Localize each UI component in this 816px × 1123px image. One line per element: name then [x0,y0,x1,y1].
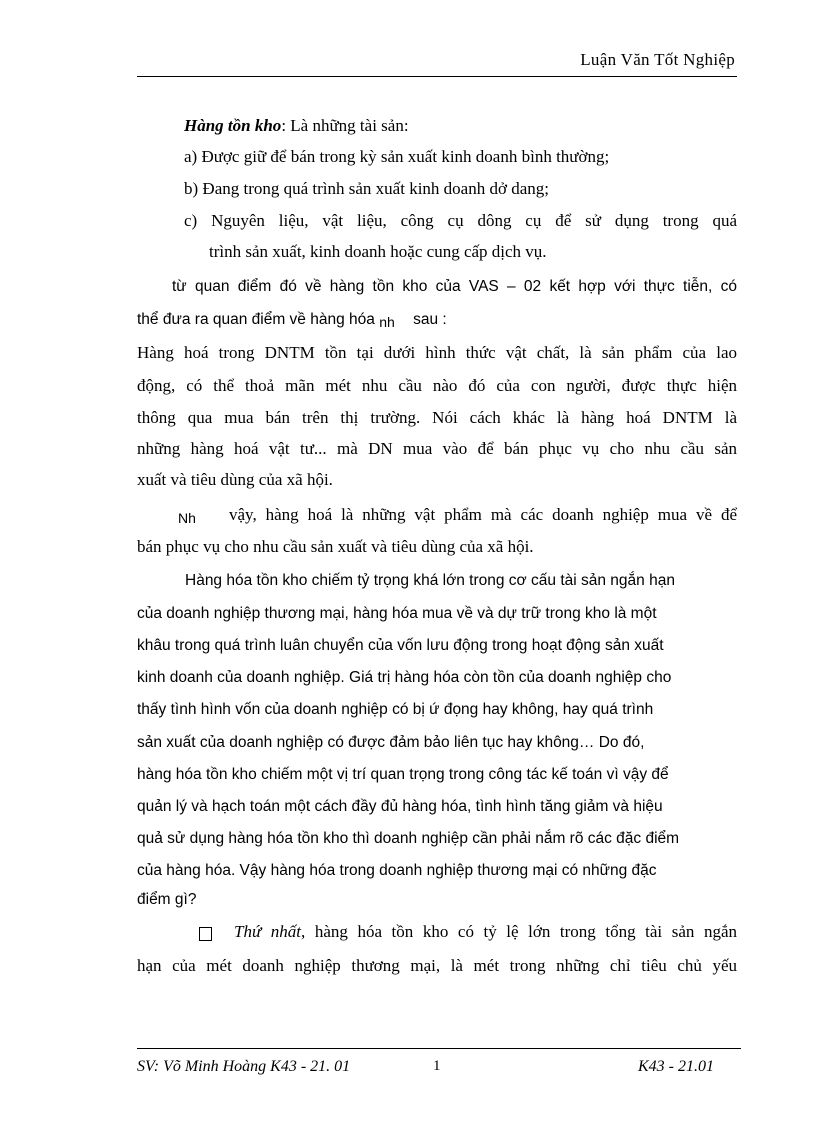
paragraph-2-line4: những hàng hoá vật tư... mà DN mua vào để bán phục vụ cho nhu cầu sản [137,439,737,458]
page-header [137,48,737,77]
paragraph-3-line2: bán phục vụ cho nhu cầu sản xuất và tiêu dùng của xã hội. [137,537,534,556]
definition-line [184,116,409,136]
paragraph-3-line1 [178,505,196,525]
footer-class-code: K43 - 21.01 [638,1058,714,1075]
paragraph-4-line8: quản lý và hạch toán một cách đầy đủ hàng hóa, tình hình tăng giảm và hiệu [137,798,663,815]
paragraph-1-line2 [137,309,447,330]
list-item-a: a) Được giữ để bán trong kỳ sản xuất kinh doanh bình thường; [184,147,610,166]
paragraph-4-line6: sản xuất của doanh nghiệp có được đảm bảo liên tục hay không… Do đó, [137,734,645,751]
paragraph-4-line3: khâu trong quá trình luân chuyển của vốn lưu động trong hoạt động sản xuất [137,637,664,654]
paragraph-1-text: thể đưa ra quan điểm về hàng hóa [137,311,375,328]
header-title: Luận Văn Tốt Nghiệp [580,50,735,69]
list-item-c-line2: trình sản xuất, kinh doanh hoặc cung cấp dịch vụ. [209,242,547,261]
list-item-c-line1: c) Nguyên liệu, vật liệu, công cụ dông cụ để sử dụng trong quá [184,211,737,230]
paragraph-5-line1 [234,922,737,942]
paragraph-4-line7: hàng hóa tồn kho chiếm một vị trí quan trọng trong công tác kế toán vì vậy để [137,766,669,783]
paragraph-2-line5: xuất và tiêu dùng của xã hội. [137,470,333,489]
paragraph-2-line3: thông qua mua bán trên thị trường. Nói cách khác là hàng hoá DNTM là [137,408,737,427]
definition-rest: : Là những tài sản: [281,116,409,135]
paragraph-5-line2: hạn của mét doanh nghiệp thương mại, là mét trong những chỉ tiêu chủ yếu [137,956,737,975]
definition-term: Hàng tồn kho [184,116,282,135]
paragraph-3-line1-rest: vậy, hàng hoá là những vật phẩm mà các doanh nghiệp mua về để [229,505,737,524]
page-footer [137,1048,741,1049]
paragraph-5-text: , hàng hóa tồn kho có tỷ lệ lớn trong tổng tài sản ngắn [301,922,737,941]
paragraph-2-line2: động, có thể thoả mãn mét nhu cầu nào đó của con người, được thực hiện [137,376,737,395]
paragraph-3-fragment: Nh [178,510,196,526]
paragraph-4-line2: của doanh nghiệp thương mại, hàng hóa mua về và dự trữ trong kho là một [137,605,657,622]
paragraph-4-line1: Hàng hóa tồn kho chiếm tỷ trọng khá lớn trong cơ cấu tài sản ngắn hạn [185,572,675,589]
bullet-box-icon [199,925,212,945]
paragraph-4-line9: quả sử dụng hàng hóa tồn kho thì doanh nghiệp cần phải nắm rõ các đặc điểm [137,830,680,847]
paragraph-2-line1: Hàng hoá trong DNTM tồn tại dưới hình thức vật chất, là sản phẩm của lao [137,343,737,362]
list-item-b: b) Đang trong quá trình sản xuất kinh doanh dở dang; [184,179,549,198]
paragraph-4-line11: điểm gì? [137,891,197,908]
paragraph-1-tail: sau : [413,311,447,328]
paragraph-1-fragment: nh [379,314,395,330]
page-number: 1 [433,1058,441,1074]
paragraph-4-line10: của hàng hóa. Vậy hàng hóa trong doanh nghiệp thương mại có những đặc [137,862,657,879]
paragraph-1-line1: từ quan điểm đó về hàng tồn kho của VAS – 02 kết hợp với thực tiễn, có [172,278,737,295]
paragraph-5-lead: Thứ nhất [234,922,302,941]
paragraph-4-line5: thấy tình hình vốn của doanh nghiệp có bị ứ đọng hay không, hay quá trình [137,701,654,718]
paragraph-4-line4: kinh doanh của doanh nghiệp. Giá trị hàng hóa còn tồn của doanh nghiệp cho [137,669,672,686]
footer-author: SV: Võ Minh Hoàng K43 - 21. 01 [137,1058,351,1075]
